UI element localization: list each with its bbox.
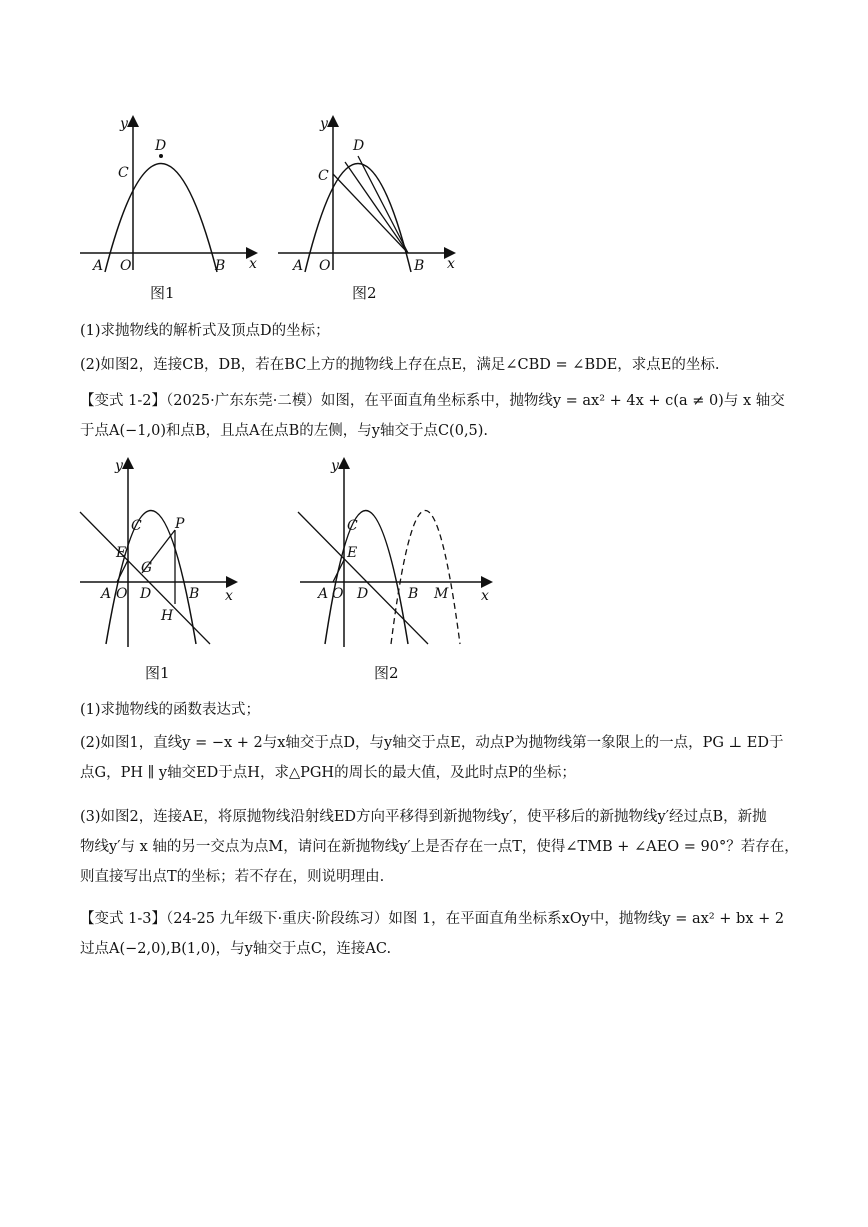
variant-1-3-line2: 过点A(−2,0),B(1,0)，与y轴交于点C，连接AC. bbox=[80, 941, 392, 957]
line-ED bbox=[298, 512, 428, 644]
label-O: O bbox=[332, 586, 344, 602]
label-O: O bbox=[116, 586, 128, 602]
label-x: x bbox=[249, 256, 257, 272]
mid-fig1-caption: 图1 bbox=[145, 664, 170, 682]
variant-1-2-tag: 【变式 1-2】 bbox=[80, 393, 166, 409]
question-2-part-1: (1)求抛物线的函数表达式； bbox=[80, 702, 261, 718]
label-C: C bbox=[118, 165, 129, 181]
label-P: P bbox=[175, 516, 185, 532]
line-ED bbox=[80, 512, 210, 644]
mid-figure-2 bbox=[295, 452, 495, 652]
top-fig2-caption: 图2 bbox=[352, 284, 377, 302]
segment-PE bbox=[128, 530, 175, 560]
top-figure-2 bbox=[273, 110, 463, 275]
label-D: D bbox=[140, 586, 152, 602]
label-O: O bbox=[319, 258, 331, 274]
question-2-part-3-line1: (3)如图2，连接AE，将原抛物线沿射线ED方向平移得到新抛物线y′，使平移后的新抛物线y′经过点B，新抛 bbox=[80, 809, 767, 825]
label-x: x bbox=[225, 588, 233, 604]
label-y: y bbox=[331, 458, 339, 474]
label-A: A bbox=[293, 258, 304, 274]
label-A: A bbox=[101, 586, 112, 602]
label-M: M bbox=[434, 586, 449, 602]
variant-1-3 bbox=[80, 904, 795, 964]
label-A: A bbox=[93, 258, 104, 274]
variant-1-2 bbox=[80, 386, 795, 446]
label-E: E bbox=[116, 545, 127, 561]
label-D: D bbox=[155, 138, 167, 154]
question-2-part-3-line3: 则直接写出点T的坐标；若不存在，则说明理由. bbox=[80, 869, 385, 885]
segment-AE bbox=[333, 560, 344, 582]
label-C: C bbox=[131, 518, 142, 534]
parabola bbox=[325, 511, 408, 645]
top-figure-1 bbox=[75, 110, 265, 275]
question-2-part-3 bbox=[80, 802, 799, 892]
label-G: G bbox=[141, 560, 153, 576]
variant-1-2-line2: 于点A(−1,0)和点B，且点A在点B的左侧，与y轴交于点C(0,5). bbox=[80, 423, 489, 439]
question-1-part-2: (2)如图2，连接CB，DB，若在BC上方的抛物线上存在点E，满足∠CBD = ∠BDE，求点E的坐标. bbox=[80, 357, 720, 373]
mid-figure-1 bbox=[75, 452, 245, 652]
question-2-part-2-line1: (2)如图1，直线y = −x + 2与x轴交于点D，与y轴交于点E，动点P为抛物线第一象限上的一点，PG ⊥ ED于 bbox=[80, 735, 784, 751]
label-D: D bbox=[353, 138, 365, 154]
question-2-part-2 bbox=[80, 728, 795, 788]
label-A: A bbox=[318, 586, 329, 602]
question-1-part-1: (1)求抛物线的解析式及顶点D的坐标； bbox=[80, 323, 330, 339]
label-D: D bbox=[357, 586, 369, 602]
question-2-part-2-line2: 点G，PH ∥ y轴交ED于点H，求△PGH的周长的最大值，及此时点P的坐标； bbox=[80, 765, 576, 781]
label-x: x bbox=[447, 256, 455, 272]
label-B: B bbox=[189, 586, 200, 602]
label-H: H bbox=[161, 608, 174, 624]
label-C: C bbox=[347, 518, 358, 534]
variant-1-2-line1: （2025·广东东莞·二模）如图，在平面直角坐标系中，抛物线y = ax² + 4x + c(a ≠ 0)与 x 轴交 bbox=[165, 393, 785, 409]
label-E: E bbox=[347, 545, 358, 561]
label-B: B bbox=[215, 258, 226, 274]
label-B: B bbox=[408, 586, 419, 602]
label-x: x bbox=[481, 588, 489, 604]
top-fig1-caption: 图1 bbox=[150, 284, 175, 302]
new-parabola bbox=[391, 511, 460, 645]
label-y: y bbox=[115, 458, 123, 474]
mid-fig2-caption: 图2 bbox=[374, 664, 399, 682]
label-C: C bbox=[318, 168, 329, 184]
label-y: y bbox=[320, 116, 328, 132]
label-y: y bbox=[120, 116, 128, 132]
variant-1-3-tag: 【变式 1-3】 bbox=[80, 911, 166, 927]
segment-CB bbox=[333, 174, 408, 253]
label-B: B bbox=[414, 258, 425, 274]
question-2-part-3-line2: 物线y′与 x 轴的另一交点为点M，请问在新抛物线y′上是否存在一点T，使得∠TMB + ∠AEO = 90°？若存在， bbox=[80, 839, 799, 855]
label-O: O bbox=[120, 258, 132, 274]
variant-1-3-line1: （24-25 九年级下·重庆·阶段练习）如图 1，在平面直角坐标系xOy中，抛物线y = ax² + bx + 2 bbox=[165, 911, 785, 927]
segment-DB bbox=[358, 156, 408, 253]
